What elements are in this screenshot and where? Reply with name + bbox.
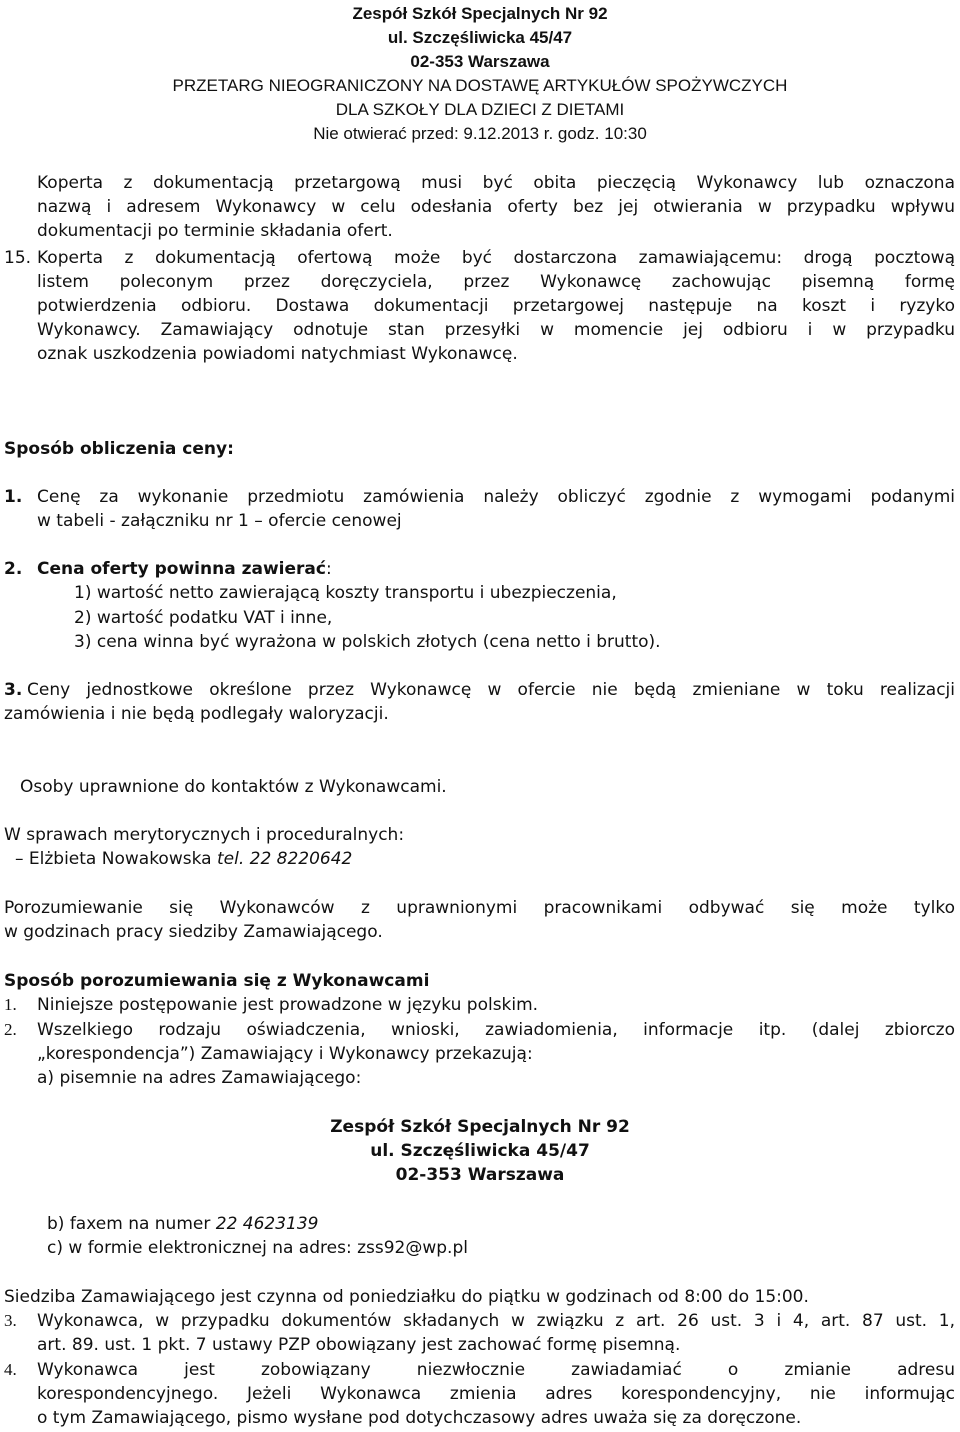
contact-person-tel: tel. 22 8220642 xyxy=(216,849,353,869)
communication-item2-line2: „korespondencja”) Zamawiający i Wykonawcy przekazują: xyxy=(37,1044,533,1064)
communication-item2-a: a) pisemnie na adres Zamawiającego: xyxy=(37,1068,362,1088)
point-15-line3: potwierdzenia odbioru. Dostawa dokumentacji przetargowej następuje na koszt i ryzyko xyxy=(37,296,955,316)
price-item1-line1: Cenę za wykonanie przedmiotu zamówienia należy obliczyć zgodnie z wymogami podanymi xyxy=(37,487,955,507)
contacts-heading: Osoby uprawnione do kontaktów z Wykonawcami. xyxy=(20,777,447,797)
communication-item4-line3: o tym Zamawiającego, pismo wysłane pod dotychczasowy adres uważa się za doręczone. xyxy=(37,1408,802,1428)
communication-item4-line1: Wykonawca jest zobowiązany niezwłocznie zawiadamiać o zmianie adresu xyxy=(37,1360,955,1380)
contacts-hours-line2: w godzinach pracy siedziby Zamawiającego. xyxy=(4,922,383,942)
price-item1-number: 1. xyxy=(4,487,23,507)
address-city: 02-353 Warszawa xyxy=(395,1165,565,1185)
communication-item2-number: 2. xyxy=(4,1020,17,1039)
envelope-line2: nazwą i adresem Wykonawcy w celu odesłania oferty bez jej otwierania w przypadku wpływu xyxy=(37,197,955,217)
school-street: ul. Szczęśliwicka 45/47 xyxy=(387,28,573,47)
communication-item1: Niniejsze postępowanie jest prowadzone w języku polskim. xyxy=(37,995,539,1015)
office-hours: Siedziba Zamawiającego jest czynna od poniedziałku do piątku w godzinach od 8:00 do 15:00. xyxy=(4,1287,809,1307)
communication-heading: Sposób porozumiewania się z Wykonawcami xyxy=(4,971,430,991)
price-item1-line2: w tabeli - załączniku nr 1 – ofercie cenowej xyxy=(37,511,402,531)
communication-email: c) w formie elektronicznej na adres: zss92@wp.pl xyxy=(47,1238,468,1258)
fax-number: 22 4623139 xyxy=(215,1214,319,1234)
do-not-open-notice: Nie otwierać przed: 9.12.2013 r. godz. 10:30 xyxy=(313,124,647,143)
school-city: 02-353 Warszawa xyxy=(410,52,550,71)
tender-title-line1: PRZETARG NIEOGRANICZONY NA DOSTAWĘ ARTYKUŁÓW SPOŻYWCZYCH xyxy=(172,76,788,95)
communication-fax xyxy=(47,1212,319,1236)
point-15-line4: Wykonawcy. Zamawiający odnotuje stan przesyłki w momencie jej odbioru i w przypadku xyxy=(37,320,955,340)
contacts-hours-line1: Porozumiewanie się Wykonawców z uprawnionymi pracownikami odbywać się może tylko xyxy=(4,898,955,918)
point-15-line1: Koperta z dokumentacją ofertową może być dostarczona zamawiającemu: drogą pocztową xyxy=(37,248,955,268)
price-subitem1: 1) wartość netto zawierającą koszty transportu i ubezpieczenia, xyxy=(74,583,617,603)
school-name: Zespół Szkół Specjalnych Nr 92 xyxy=(352,4,608,23)
envelope-line1: Koperta z dokumentacją przetargową musi być obita pieczęcią Wykonawcy lub oznaczona xyxy=(37,173,955,193)
contact-person-name: – Elżbieta Nowakowska xyxy=(15,849,212,869)
price-item3-number: 3. xyxy=(4,680,23,700)
point-15-line5: oznak uszkodzenia powiadomi natychmiast Wykonawcę. xyxy=(37,344,518,364)
point-15-line2: listem poleconym przez doręczyciela, przez Wykonawcę zachowując pisemną formę xyxy=(37,272,955,292)
communication-item2-line1: Wszelkiego rodzaju oświadczenia, wnioski, zawiadomienia, informacje itp. (dalej zbiorczo xyxy=(37,1020,955,1040)
communication-item4-line2: korespondencyjnego. Jeżeli Wykonawca zmienia adres korespondencyjny, nie informując xyxy=(37,1384,955,1404)
communication-item3-line2: art. 89. ust. 1 pkt. 7 ustawy PZP obowiązany jest zachować formę pisemną. xyxy=(37,1335,681,1355)
tender-title-line2: DLA SZKOŁY DLA DZIECI Z DIETAMI xyxy=(335,100,625,119)
price-item3-line1: Ceny jednostkowe określone przez Wykonawcę w ofercie nie będą zmieniane w toku realizacji xyxy=(27,680,955,700)
communication-item4-number: 4. xyxy=(4,1360,17,1379)
communication-item1-number: 1. xyxy=(4,995,17,1014)
price-heading: Sposób obliczenia ceny: xyxy=(4,439,234,459)
address-street: ul. Szczęśliwicka 45/47 xyxy=(370,1141,590,1161)
fax-prefix: b) faxem na numer xyxy=(47,1214,216,1234)
price-item2-colon: : xyxy=(325,559,332,579)
price-item2-title xyxy=(37,557,332,581)
address-school: Zespół Szkół Specjalnych Nr 92 xyxy=(330,1117,630,1137)
price-item3-line2: zamówienia i nie będą podlegały waloryzacji. xyxy=(4,704,389,724)
communication-item3-line1: Wykonawca, w przypadku dokumentów składanych w związku z art. 26 ust. 3 i 4, art. 87 ust. 1, xyxy=(37,1311,955,1331)
price-subitem3: 3) cena winna być wyrażona w polskich złotych (cena netto i brutto). xyxy=(74,632,661,652)
contact-person xyxy=(15,847,352,871)
envelope-line3: dokumentacji po terminie składania ofert. xyxy=(37,221,393,241)
price-item2-number: 2. xyxy=(4,559,23,579)
communication-item3-number: 3. xyxy=(4,1311,17,1330)
point-15-number: 15. xyxy=(4,248,32,268)
price-subitem2: 2) wartość podatku VAT i inne, xyxy=(74,608,333,628)
price-item2-title-bold: Cena oferty powinna zawierać xyxy=(37,559,326,579)
contacts-matters: W sprawach merytorycznych i proceduralnych: xyxy=(4,825,405,845)
